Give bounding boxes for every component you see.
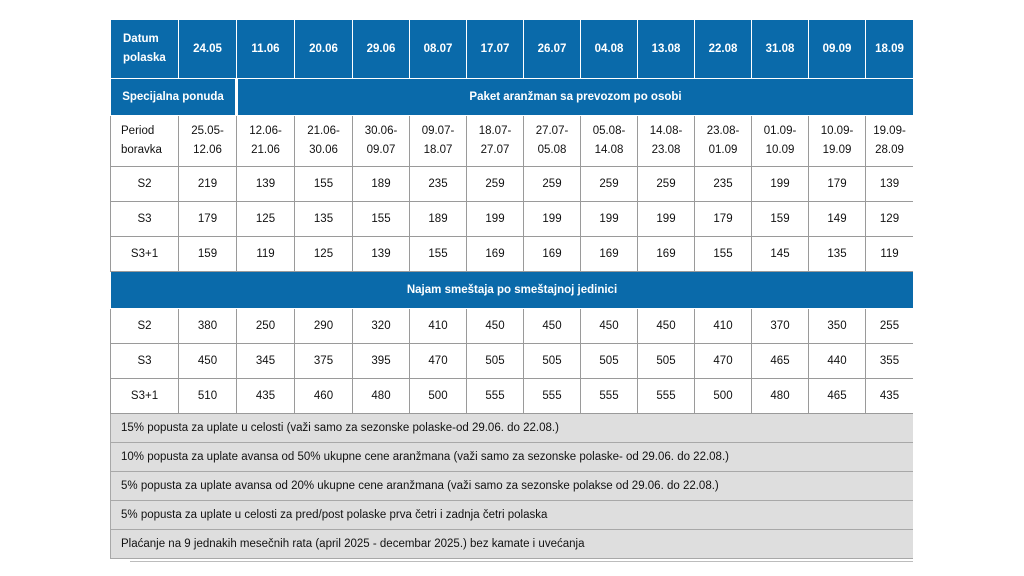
stay-period-start: 12.06- <box>249 125 282 137</box>
price-cell: 350 <box>809 309 866 344</box>
price-row <box>111 237 914 272</box>
price-cell: 259 <box>467 167 524 202</box>
stay-period-start: 18.07- <box>478 125 512 137</box>
departure-date-cell: 26.07 <box>524 20 581 79</box>
discount-note-row <box>111 501 914 530</box>
room-type-label: S2 <box>111 167 179 202</box>
price-cell: 169 <box>638 237 695 272</box>
discount-note: 15% popusta za uplate u celosti (važi samo za sezonske polaske-od 29.06. do 22.08.) <box>111 414 914 443</box>
room-type-label: S3+1 <box>111 379 179 414</box>
departure-date-cell: 11.06 <box>237 20 295 79</box>
bottom-rule <box>130 561 913 562</box>
price-table-body <box>111 20 914 559</box>
stay-period-start: 30.06- <box>364 125 398 137</box>
price-cell: 555 <box>524 379 581 414</box>
price-cell: 179 <box>179 202 237 237</box>
price-cell: 435 <box>237 379 295 414</box>
stay-period-end: 12.06 <box>193 144 222 156</box>
discount-note-row <box>111 414 914 443</box>
price-cell: 155 <box>353 202 410 237</box>
stay-period-start: 21.06- <box>307 125 340 137</box>
price-cell: 259 <box>581 167 638 202</box>
room-type-label: S3+1 <box>111 237 179 272</box>
rent-band-row <box>111 272 914 309</box>
stay-period-cell <box>353 116 410 167</box>
discount-note: 5% popusta za uplate u celosti za pred/post polaske prva četri i zadnja četri polaska <box>111 501 914 530</box>
departure-date-row <box>111 20 914 79</box>
discount-note-row <box>111 530 914 559</box>
price-cell: 500 <box>410 379 467 414</box>
price-cell: 450 <box>638 309 695 344</box>
stay-period-label-line2: boravka <box>121 144 162 156</box>
price-cell: 219 <box>179 167 237 202</box>
price-row <box>111 344 914 379</box>
price-cell: 450 <box>179 344 237 379</box>
stay-period-end: 27.07 <box>480 144 510 156</box>
price-cell: 480 <box>752 379 809 414</box>
price-cell: 480 <box>353 379 410 414</box>
price-cell: 500 <box>695 379 752 414</box>
price-cell: 465 <box>752 344 809 379</box>
departure-date-cell: 18.09 <box>866 20 914 79</box>
stay-period-start: 05.08- <box>592 125 626 137</box>
stay-period-end: 09.07 <box>366 144 396 156</box>
discount-note-row <box>111 472 914 501</box>
stay-period-end: 01.09 <box>708 144 738 156</box>
price-cell: 555 <box>467 379 524 414</box>
price-cell: 199 <box>581 202 638 237</box>
stay-period-end: 28.09 <box>875 144 904 156</box>
stay-period-label-line1: Period <box>121 125 155 137</box>
stay-period-cell <box>752 116 809 167</box>
price-cell: 139 <box>353 237 410 272</box>
departure-date-cell: 22.08 <box>695 20 752 79</box>
departure-date-cell: 20.06 <box>295 20 353 79</box>
stay-period-start: 27.07- <box>535 125 569 137</box>
stay-period-start: 09.07- <box>421 125 455 137</box>
stay-period-end: 05.08 <box>537 144 567 156</box>
price-cell: 179 <box>809 167 866 202</box>
price-cell: 450 <box>581 309 638 344</box>
stay-period-end: 10.09 <box>765 144 795 156</box>
price-cell: 199 <box>524 202 581 237</box>
stay-period-cell <box>581 116 638 167</box>
price-cell: 199 <box>467 202 524 237</box>
price-table <box>110 20 913 559</box>
stay-period-cell <box>695 116 752 167</box>
price-cell: 505 <box>638 344 695 379</box>
price-cell: 159 <box>752 202 809 237</box>
price-cell: 129 <box>866 202 914 237</box>
stay-period-cell <box>809 116 866 167</box>
discount-note: Plaćanje na 9 jednakih mesečnih rata (april 2025 - decembar 2025.) bez kamate i uvećanja <box>111 530 914 559</box>
price-cell: 450 <box>467 309 524 344</box>
price-row <box>111 379 914 414</box>
stay-period-cell <box>866 116 914 167</box>
price-cell: 155 <box>410 237 467 272</box>
departure-date-cell: 13.08 <box>638 20 695 79</box>
departure-date-cell: 29.06 <box>353 20 410 79</box>
price-cell: 189 <box>353 167 410 202</box>
price-cell: 470 <box>410 344 467 379</box>
price-cell: 290 <box>295 309 353 344</box>
special-offer-header: Specijalna ponuda <box>111 79 237 116</box>
price-cell: 259 <box>524 167 581 202</box>
discount-note: 10% popusta za uplate avansa od 50% ukupne cene aranžmana (važi samo za sezonske polaske- od 29.06. do 22.08.) <box>111 443 914 472</box>
price-cell: 320 <box>353 309 410 344</box>
price-cell: 145 <box>752 237 809 272</box>
departure-date-cell: 17.07 <box>467 20 524 79</box>
price-cell: 155 <box>295 167 353 202</box>
price-cell: 259 <box>638 167 695 202</box>
price-row <box>111 167 914 202</box>
price-cell: 159 <box>179 237 237 272</box>
price-cell: 410 <box>410 309 467 344</box>
price-row <box>111 309 914 344</box>
room-type-label: S3 <box>111 344 179 379</box>
price-cell: 199 <box>638 202 695 237</box>
departure-date-cell: 31.08 <box>752 20 809 79</box>
stay-period-cell <box>237 116 295 167</box>
price-cell: 139 <box>237 167 295 202</box>
price-cell: 510 <box>179 379 237 414</box>
departure-date-cell: 04.08 <box>581 20 638 79</box>
price-cell: 125 <box>237 202 295 237</box>
price-cell: 139 <box>866 167 914 202</box>
price-cell: 255 <box>866 309 914 344</box>
price-cell: 395 <box>353 344 410 379</box>
price-cell: 370 <box>752 309 809 344</box>
departure-date-label-line2: polaska <box>123 52 166 64</box>
price-row <box>111 202 914 237</box>
price-cell: 555 <box>581 379 638 414</box>
price-cell: 450 <box>524 309 581 344</box>
price-cell: 505 <box>524 344 581 379</box>
stay-period-cell <box>467 116 524 167</box>
stay-period-cell <box>179 116 237 167</box>
stay-period-end: 21.06 <box>251 144 280 156</box>
price-cell: 169 <box>581 237 638 272</box>
departure-date-cell: 24.05 <box>179 20 237 79</box>
price-cell: 435 <box>866 379 914 414</box>
room-type-label: S2 <box>111 309 179 344</box>
stay-period-end: 30.06 <box>309 144 338 156</box>
price-cell: 460 <box>295 379 353 414</box>
departure-date-label-line1: Datum <box>123 33 159 45</box>
package-band-row <box>111 79 914 116</box>
price-cell: 169 <box>467 237 524 272</box>
stay-period-cell <box>295 116 353 167</box>
price-cell: 555 <box>638 379 695 414</box>
departure-date-cell: 08.07 <box>410 20 467 79</box>
stay-period-cell <box>524 116 581 167</box>
price-cell: 119 <box>866 237 914 272</box>
price-cell: 179 <box>695 202 752 237</box>
price-cell: 410 <box>695 309 752 344</box>
discount-note-row <box>111 443 914 472</box>
stay-period-start: 14.08- <box>649 125 683 137</box>
stay-period-start: 10.09- <box>820 125 854 137</box>
stay-period-cell <box>410 116 467 167</box>
stay-period-start: 01.09- <box>763 125 797 137</box>
stay-period-start: 19.09- <box>873 125 906 137</box>
stay-period-cell <box>638 116 695 167</box>
price-cell: 465 <box>809 379 866 414</box>
rent-header: Najam smeštaja po smeštajnoj jedinici <box>111 272 914 309</box>
price-cell: 199 <box>752 167 809 202</box>
price-cell: 119 <box>237 237 295 272</box>
price-cell: 125 <box>295 237 353 272</box>
stay-period-end: 18.07 <box>423 144 453 156</box>
departure-date-cell: 09.09 <box>809 20 866 79</box>
price-cell: 235 <box>410 167 467 202</box>
package-header: Paket aranžman sa prevozom po osobi <box>237 79 914 116</box>
stay-period-end: 19.09 <box>822 144 852 156</box>
price-cell: 505 <box>581 344 638 379</box>
stay-period-end: 14.08 <box>594 144 624 156</box>
price-cell: 355 <box>866 344 914 379</box>
discount-note: 5% popusta za uplate avansa od 20% ukupne cene aranžmana (važi samo za sezonske polakse od 29.06. do 22.08.) <box>111 472 914 501</box>
price-cell: 505 <box>467 344 524 379</box>
price-cell: 470 <box>695 344 752 379</box>
price-cell: 155 <box>695 237 752 272</box>
stay-period-start: 25.05- <box>191 125 224 137</box>
stay-period-label <box>111 116 179 167</box>
price-cell: 235 <box>695 167 752 202</box>
price-table-container <box>110 20 913 561</box>
price-cell: 380 <box>179 309 237 344</box>
price-cell: 149 <box>809 202 866 237</box>
departure-date-label <box>111 20 179 79</box>
price-cell: 250 <box>237 309 295 344</box>
price-cell: 440 <box>809 344 866 379</box>
price-cell: 169 <box>524 237 581 272</box>
price-cell: 135 <box>809 237 866 272</box>
stay-period-end: 23.08 <box>651 144 681 156</box>
price-cell: 189 <box>410 202 467 237</box>
price-cell: 345 <box>237 344 295 379</box>
stay-period-start: 23.08- <box>706 125 740 137</box>
room-type-label: S3 <box>111 202 179 237</box>
price-cell: 135 <box>295 202 353 237</box>
stay-period-row <box>111 116 914 167</box>
price-cell: 375 <box>295 344 353 379</box>
